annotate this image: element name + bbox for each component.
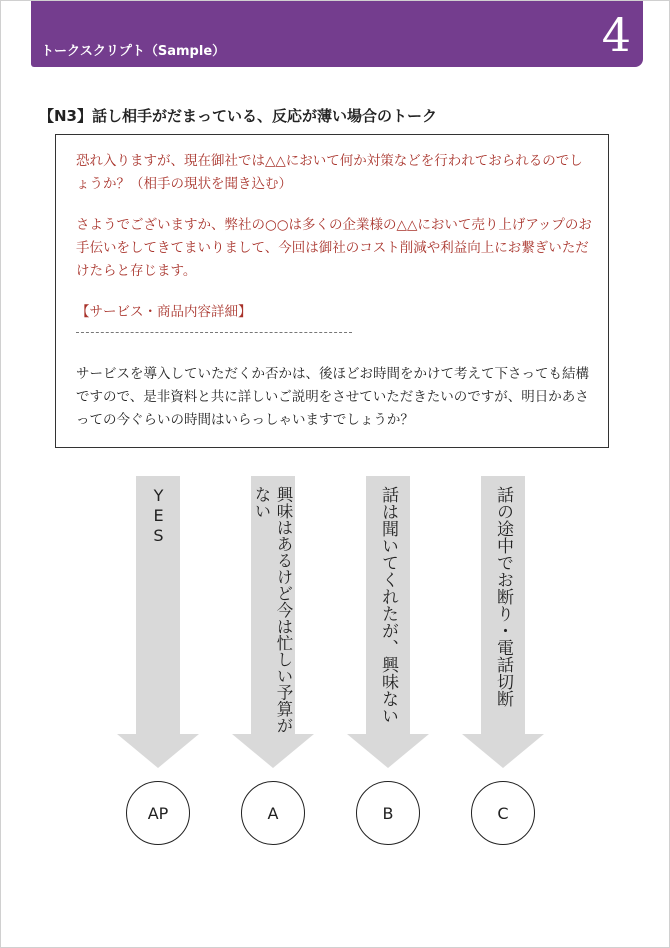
script-paragraph-service-heading: 【サービス・商品内容詳細】 [76, 304, 252, 320]
talk-script-box [55, 134, 609, 448]
script-paragraph-introduction: さようでございますか、弊社の○○は多くの企業様の△△において売り上げアップのお手伝いをしてきてまいりまして、今回は御社のコスト削減や利益向上にお繋ぎいただけたらと存じます。 [76, 217, 592, 279]
response-label-busy-no-budget: 興味はあるけど今は忙しい予算がない [252, 486, 293, 734]
script-paragraph-appointment: サービスを導入していただくか否かは、後ほどお時間をかけて考えて下さっても結構ですので、是非資料と共に詳しいご説明をさせていただきたいのですが、明日かあさっての今ぐらいの時間はいらっしゃいますでしょうか？ [76, 366, 589, 428]
outcome-circle-a: A [241, 781, 305, 845]
header-bar [31, 1, 643, 67]
section-heading: 【N3】話し相手がだまっている、反応が薄い場合のトーク [39, 107, 437, 125]
header-title: トークスクリプト（Sample） [41, 44, 226, 59]
outcome-circle-c: C [471, 781, 535, 845]
outcome-circle-ap: AP [126, 781, 190, 845]
outcome-circle-b: B [356, 781, 420, 845]
response-label-refused: 話の途中でお断り・電話切断 [493, 486, 513, 707]
response-label-not-interested: 話は聞いてくれたが、興味ない [378, 486, 398, 724]
response-arrow-refused [462, 476, 544, 768]
dashed-divider [76, 332, 352, 333]
response-arrow-busy-no-budget [232, 476, 314, 768]
response-arrow-yes [117, 476, 199, 768]
script-paragraph-inquiry: 恐れ入りますが、現在御社では△△において何か対策などを行われておられるのでしょうか？（相手の現状を聞き込む） [76, 153, 583, 192]
response-label-yes: YES [149, 486, 168, 546]
response-arrow-not-interested [347, 476, 429, 768]
page-number: 4 [601, 8, 631, 62]
